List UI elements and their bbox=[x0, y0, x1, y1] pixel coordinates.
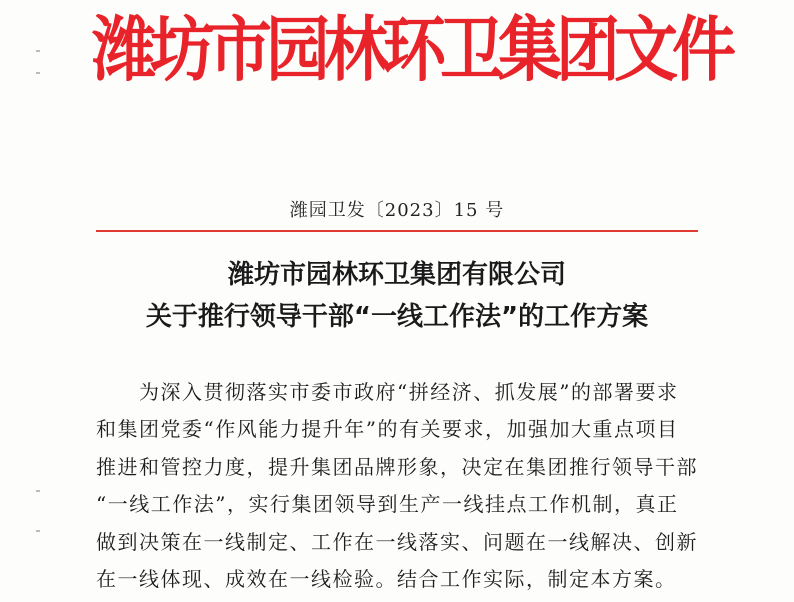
body-line: 推进和管控力度，提升集团品牌形象，决定在集团推行领导干部 bbox=[96, 454, 698, 479]
scan-margin-mark bbox=[36, 490, 40, 492]
document-number: 潍园卫发〔2023〕15 号 bbox=[289, 200, 505, 221]
scan-margin-mark bbox=[36, 530, 40, 532]
body-line: 做到决策在一线制定、工作在一线落实、问题在一线解决、创新 bbox=[96, 529, 698, 554]
document-title-line-2: 关于推行领导干部“一线工作法”的工作方案 bbox=[145, 302, 649, 332]
body-paragraph bbox=[96, 374, 696, 598]
body-line: 在一线体现、成效在一线检验。结合工作实际，制定本方案。 bbox=[96, 567, 677, 592]
body-line: 为深入贯彻落实市委市政府“拼经济、抓发展”的部署要求 bbox=[96, 380, 679, 404]
scan-margin-mark bbox=[36, 50, 40, 52]
red-divider-rule bbox=[96, 230, 698, 232]
masthead-title: 潍坊市园林环卫集团文件 bbox=[92, 10, 730, 92]
scan-margin-mark bbox=[36, 72, 40, 74]
body-line: “一线工作法”，实行集团领导到生产一线挂点工作机制，真正 bbox=[96, 492, 679, 517]
body-line: 和集团党委“作风能力提升年”的有关要求，加强加大重点项目 bbox=[96, 417, 679, 442]
document-title-line-1: 潍坊市园林环卫集团有限公司 bbox=[227, 260, 566, 290]
